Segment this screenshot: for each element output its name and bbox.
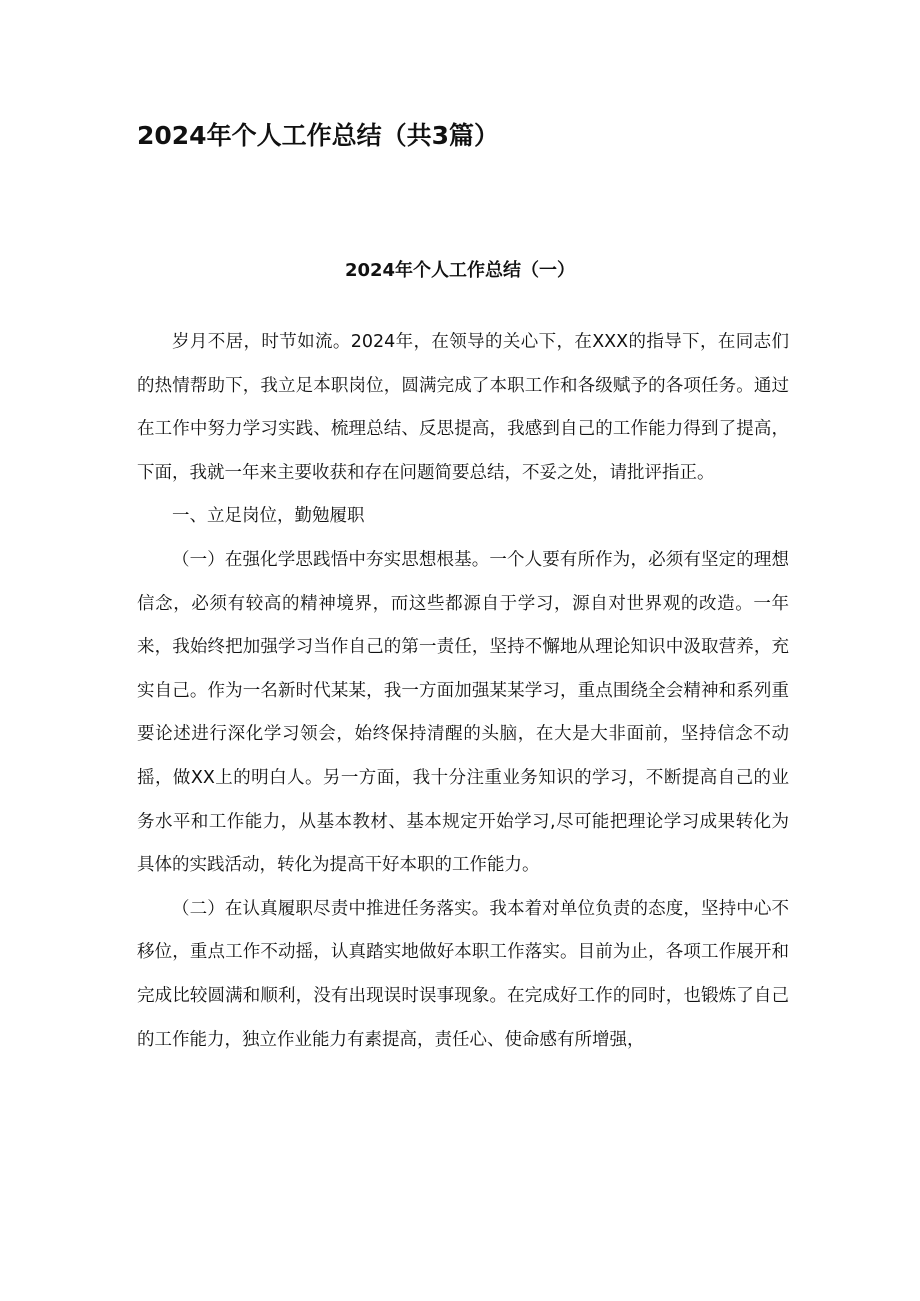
section-title: 2024年个人工作总结（一） <box>344 260 576 281</box>
paragraph-1-2: （二）在认真履职尽责中推进任务落实。我本着对单位负责的态度，坚持中心不移位，重点工作不动摇，认真踏实地做好本职工作落实。目前为止，各项工作展开和完成比较圆满和顺利，没有出现误时误事现象。在完成好工作的同时，也锻炼了自己的工作能力，独立作业能力有素提高，责任心、使命感有所增强， <box>137 898 789 1050</box>
paragraph-1-1: （一）在强化学思践悟中夯实思想根基。一个人要有所作为，必须有坚定的理想信念，必须有较高的精神境界，而这些都源自于学习，源自对世界观的改造。一年来，我始终把加强学习当作自己的第一责任，坚持不懈地从理论知识中汲取营养，充实自己。作为一名新时代某某，我一方面加强某某学习，重点围绕全会精神和系列重要论述进行深化学习领会，始终保持清醒的头脑，在大是大非面前，坚持信念不动摇，做XX上的明白人。另一方面，我十分注重业务知识的学习，不断提高自己的业务水平和工作能力，从基本教材、基本规定开始学习,尽可能把理论学习成果转化为具体的实践活动，转化为提高干好本职的工作能力。 <box>137 549 789 876</box>
document-body <box>137 321 789 1062</box>
document-title: 2024年个人工作总结（共3篇） <box>137 121 499 150</box>
subheading-1: 一、立足岗位，勤勉履职 <box>172 506 365 527</box>
paragraph-intro: 岁月不居，时节如流。2024年，在领导的关心下，在XXX的指导下，在同志们的热情帮助下，我立足本职岗位，圆满完成了本职工作和各级赋予的各项任务。通过在工作中努力学习实践、梳理总结、反思提高，我感到自己的工作能力得到了提高，下面，我就一年来主要收获和存在问题简要总结，不妥之处，请批评指正。 <box>137 332 789 483</box>
